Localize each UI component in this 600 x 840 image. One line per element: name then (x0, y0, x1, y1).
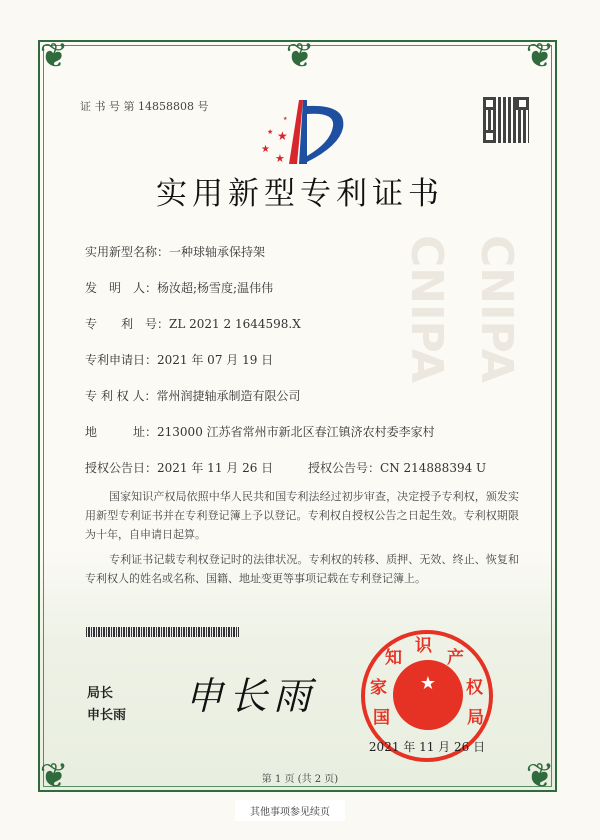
national-emblem-icon: ★ (393, 660, 463, 730)
ornament-top-right: ❦ (525, 36, 555, 76)
svg-text:★: ★ (267, 128, 274, 136)
svg-text:★: ★ (261, 144, 270, 155)
page-indicator: 第 1 页 (共 2 页) (261, 774, 339, 785)
field-grant-pub-no: 授权公告号：CN 214888394 U (308, 461, 487, 475)
field-address: 地 址：213000 江苏省常州市新北区春江镇济农村委李家村 (85, 425, 435, 439)
field-inventors: 发 明 人：杨汝超;杨雪度;温伟伟 (85, 281, 274, 295)
certificate-number: 证 书 号 第 14858808 号 (80, 100, 209, 113)
official-seal: ★ 国 家 知 识 产 权 局 (361, 630, 493, 762)
barcode (86, 627, 239, 637)
ornament-top-center: ❦ (285, 36, 315, 76)
field-patent-number: 专 利 号：ZL 2021 2 1644598.X (85, 317, 301, 331)
qr-code[interactable] (483, 97, 529, 143)
field-grant-date: 授权公告日：2021 年 11 月 26 日 (85, 461, 274, 475)
field-filing-date: 专利申请日：2021 年 07 月 19 日 (85, 353, 274, 367)
field-patentee: 专 利 权 人：常州润捷轴承制造有限公司 (85, 389, 301, 403)
document-title: 实用新型专利证书 (156, 176, 444, 212)
seal-date: 2021 年 11 月 26 日 (368, 740, 486, 754)
watermark: CNIPA (401, 235, 452, 383)
ornament-bottom-right: ❦ (525, 756, 555, 796)
svg-text:★: ★ (283, 116, 288, 122)
director-name: 申长雨 (87, 708, 127, 723)
paragraph-legal: 专利证书记载专利权登记时的法律状况。专利权的转移、质押、无效、终止、恢复和专利权人的姓名或名称、国籍、地址变更等事项记载在专利登记簿上。 (85, 553, 519, 585)
director-title: 局长 (87, 686, 114, 701)
paragraph-grant: 国家知识产权局依照中华人民共和国专利法经过初步审查，决定授予专利权，颁发实用新型专利证书并在专利登记簿上予以登记。专利权自授权公告之日起生效。专利权期限为十年，自申请日起算。 (85, 490, 519, 541)
continued-note: 其他事项参见续页 (235, 800, 345, 821)
cnipa-logo (255, 98, 355, 168)
ornament-bottom-left: ❦ (39, 756, 69, 796)
watermark: CNIPA (471, 235, 522, 383)
signature: 申长雨 (185, 674, 318, 718)
ornament-top-left: ❦ (39, 36, 69, 76)
field-name: 实用新型名称：一种球轴承保持架 (85, 245, 266, 259)
svg-text:★: ★ (275, 152, 285, 165)
svg-text:★: ★ (277, 129, 288, 143)
